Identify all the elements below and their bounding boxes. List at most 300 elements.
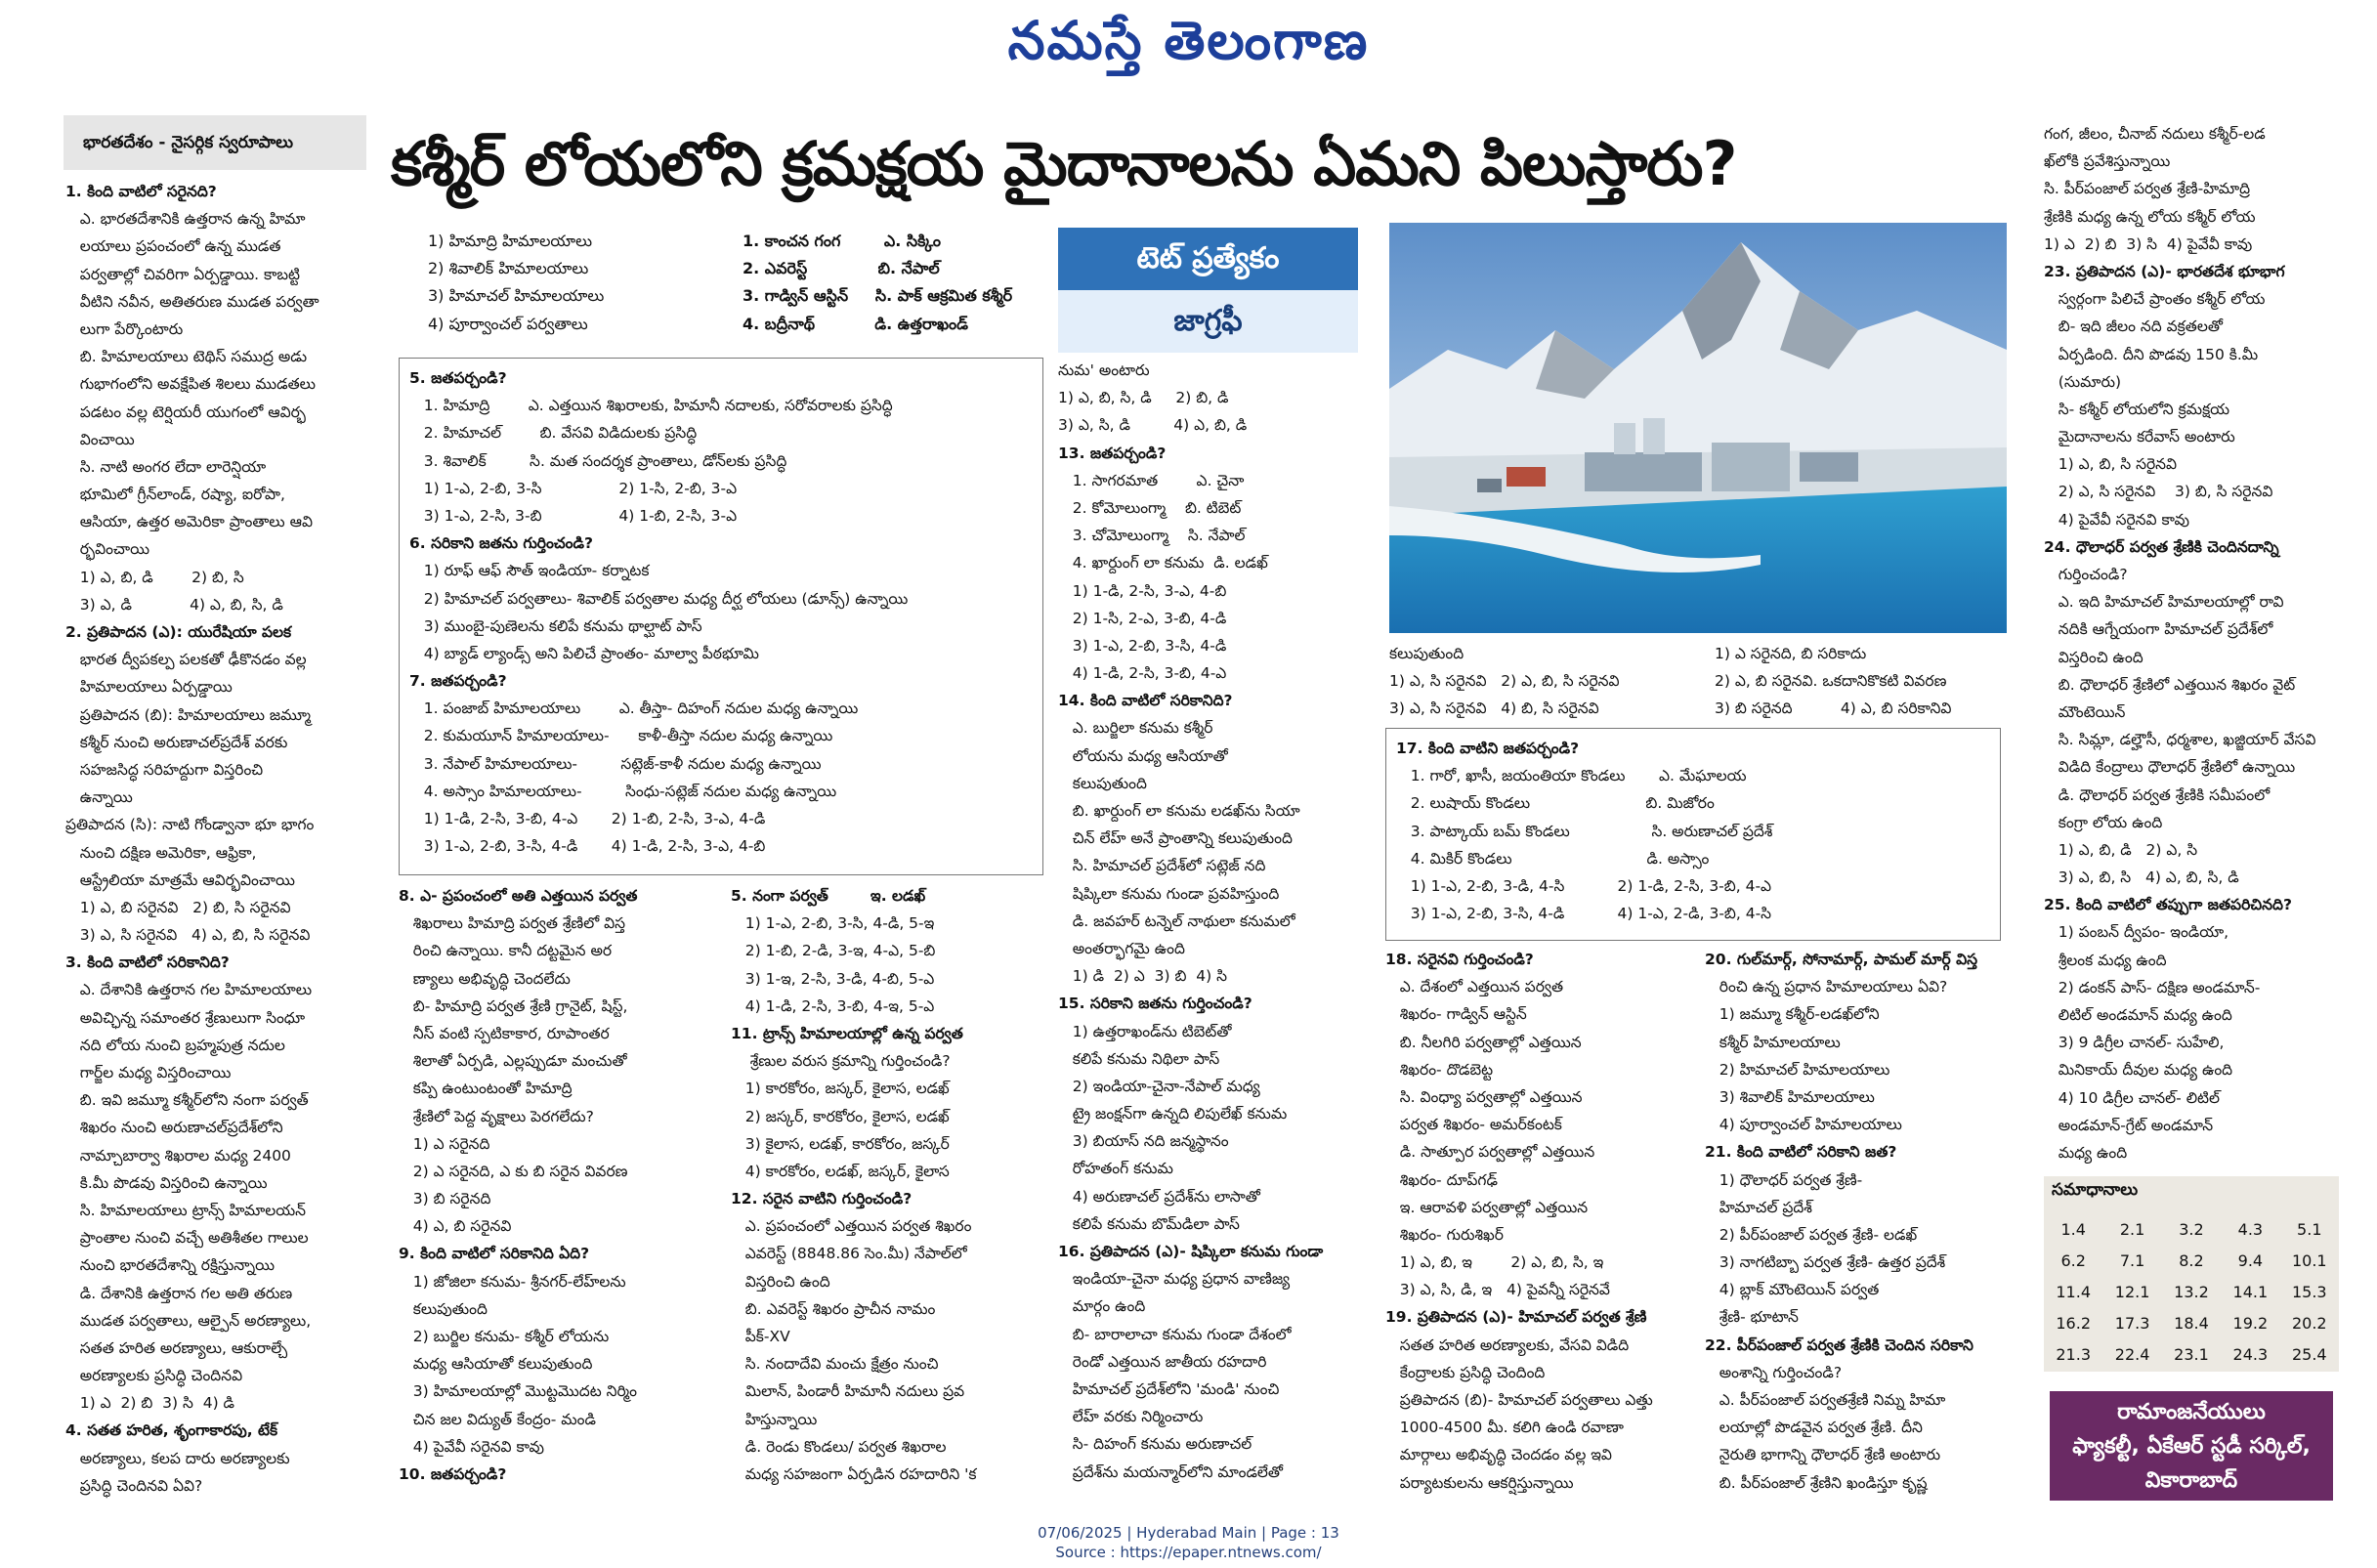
col5b-line: కేంద్రాలకు ప్రసిద్ధి చెందింది [1385, 1363, 1546, 1381]
col2a-line: 4) పూర్వాంచల్ పర్వతాలు [428, 314, 588, 333]
col1-line: ఎ. దేశానికి ఉత్తరాన గల హిమాలయాలు [65, 981, 313, 999]
col5b-line: ఇ. ఆరావళి పర్వతాల్లో ఎత్తయిన [1385, 1198, 1589, 1216]
column-4 [1058, 357, 1371, 1500]
col7-line: అండమాన్-గ్రేట్ అండమాన్ [2044, 1116, 2214, 1134]
col4-line: ఇండియా-చైనా మధ్య ప్రధాన వాణిజ్య [1058, 1270, 1291, 1289]
col3a-line: 1. కాంచన గంగ ఎ. సిక్కిం [743, 232, 941, 250]
answer-cell: 14.1 [2232, 1282, 2269, 1301]
col4-line: 3) 1-ఎ, 2-బి, 3-సి, 4-డి [1058, 636, 1227, 655]
col4-line: చిన్ లేహ్ అనే ప్రాంతాన్ని కలుపుతుంది [1058, 829, 1293, 848]
col2b-line: రించి ఉన్నాయి. కానీ దట్టమైన అర [399, 942, 613, 960]
col1-line: నుంచి దక్షిణ అమెరికా, ఆఫ్రికా, [65, 843, 257, 862]
answer-row [2044, 1276, 2339, 1307]
col4-line: కలుపుతుంది [1058, 774, 1147, 792]
author-name: రామాంజనేయులు [2117, 1400, 2266, 1424]
col1-line: బి. ఇవి జమ్మూ కశ్మీర్‌లోని నంగా పర్వత్ [65, 1091, 309, 1110]
column-2-options [428, 228, 721, 345]
col2b-line: బి- హిమాద్రి పర్వత శ్రేణి గ్రానైట్, షిస్ట్, [399, 996, 628, 1015]
box17-line: 17. కింది వాటిని జతపర్చండి? [1396, 740, 1580, 757]
col7-line: మినికాయ్ దీవుల మధ్య ఉంది [2044, 1061, 2233, 1080]
col7-line: స్వర్గంగా పిలిచే ప్రాంతం కశ్మీర్ లోయ [2044, 290, 2266, 309]
col7-line: సి. పీర్‌పంజాల్ పర్వత శ్రేణి-హిమాద్రి [2044, 180, 2251, 198]
answer-key-table [2044, 1213, 2339, 1370]
col6b-line: 4) బ్లాక్ మౌంటెయిన్ పర్వత [1705, 1281, 1880, 1299]
col1-line: సహజసిద్ధ సరిహద్దుగా విస్తరించి [65, 760, 264, 779]
answer-cell: 4.3 [2237, 1219, 2264, 1239]
col1-line: ఉన్నాయి [65, 788, 133, 807]
col7-line: 1) పంబన్ ద్వీపం- ఇండియా, [2044, 923, 2229, 942]
col3b-line: 2) 1-బి, 2-డి, 3-ఇ, 4-ఎ, 5-బి [731, 942, 936, 960]
col4-line: హిమాచల్ ప్రదేశ్‌లోని 'మండి' నుంచి [1058, 1379, 1280, 1398]
column-1 [65, 178, 378, 1518]
col4-line: 3) ఎ, సి, డి 4) ఎ, బి, డి [1058, 416, 1248, 435]
col4-line: 1) ఉత్తరాఖండ్‌ను టిబెట్‌తో [1058, 1022, 1232, 1040]
column-6-options [1715, 640, 2008, 728]
col3b-line: 1) కారకోరం, జస్కర్, కైలాస, లడఖ్ [731, 1080, 950, 1098]
col7-line: 24. ధౌలాధర్ పర్వత శ్రేణికి చెందినదాన్ని [2044, 537, 2279, 556]
answer-cell: 6.2 [2060, 1250, 2086, 1270]
col6b-line: 4) పూర్వాంచల్ హిమాలయాలు [1705, 1116, 1902, 1134]
subject-label: జాగ్రఫీ [1058, 290, 1358, 353]
col2b-line: నీస్ వంటి స్పటికాకార, రూపాంతర [399, 1024, 610, 1042]
col2b-line: 1) జోజిలా కనుమ- శ్రీనగర్-లేహ్‌లను [399, 1272, 626, 1291]
col4-line: 3) బియాస్ నది జన్మస్థానం [1058, 1132, 1229, 1151]
col1-line: 1) ఎ, బి, డి 2) బి, సి [65, 568, 244, 586]
col7-line: 3) 9 డిగ్రీల చానల్- సుహేలి, [2044, 1034, 2225, 1052]
col5b-line: సతత హరిత అరణ్యాలకు, వేసవి విడిది [1385, 1335, 1630, 1354]
col4-line: 15. సరికాని జతను గుర్తించండి? [1058, 995, 1252, 1013]
col5b-line: ప్రతిపాదన (బి)- హిమాచల్ పర్వతాలు ఎత్తు [1385, 1391, 1653, 1409]
col1-line: నది లోయ నుంచి బ్రహ్మపుత్ర నదుల [65, 1036, 285, 1054]
col6b-line: నైరుతి భాగాన్ని ధౌలాధర్ శ్రేణి అంటారు [1705, 1446, 1941, 1464]
box56-line: 1) 1-ఎ, 2-బి, 3-సి 2) 1-సి, 2-బి, 3-ఎ [409, 479, 738, 497]
col6b-line: హిమాచల్ ప్రదేశ్ [1705, 1198, 1812, 1216]
col2b-line: 1) ఎ సరైనది [399, 1134, 490, 1153]
col4-line: 2) ఇండియా-చైనా-నేపాల్ మధ్య [1058, 1077, 1260, 1095]
col4-line: బి. ఖార్దుంగ్ లా కనుమ లడఖ్‌ను సియా [1058, 802, 1300, 820]
col7-line: విడిది కేంద్రాలు ధౌలాధర్ శ్రేణిలో ఉన్నాయి [2044, 758, 2296, 777]
col1-line: లయాలు ప్రపంచంలో ఉన్న ముడత [65, 237, 281, 256]
col4-line: 1) 1-డి, 2-సి, 3-ఎ, 4-బి [1058, 581, 1227, 600]
col7-line: 2) ఎ, సి సరైనవి 3) బి, సి సరైనవి [2044, 483, 2273, 501]
col1-line: ఆసియా, ఉత్తర అమెరికా ప్రాంతాలు ఆవి [65, 513, 313, 531]
answer-row [2044, 1307, 2339, 1338]
col2b-line: శ్రేణిలో పెద్ద వృక్షాలు పెరగలేదు? [399, 1107, 594, 1125]
col4-line: మార్గం ఉంది [1058, 1297, 1146, 1316]
col7-line: 2) డంకన్ పాస్- దక్షిణ అండమాన్- [2044, 978, 2261, 996]
col7-line: ఖ్‌లోకి ప్రవేశిస్తున్నాయి [2044, 152, 2171, 171]
answer-cell: 16.2 [2056, 1313, 2091, 1333]
col5b-line: శిఖరం- దూప్‌గఢ్ [1385, 1170, 1498, 1189]
col6b-line: 21. కింది వాటిలో సరికాని జత? [1705, 1143, 1897, 1162]
box56-line: 4. అస్సాం హిమాలయాలు- సింధు-సట్లెజ్ నదుల మధ్య ఉన్నాయి [409, 782, 837, 800]
col7-line: గంగ, జీలం, చీనాబ్ నదులు కశ్మీర్-లడ [2044, 125, 2266, 143]
col4-line: డి. జవహర్ టన్నెల్ నాథులా కనుమలో [1058, 911, 1295, 930]
col6b-line: 1) ధౌలాధర్ పర్వత శ్రేణి- [1705, 1170, 1863, 1189]
col2b-line: 4) ఎ, బి సరైనవి [399, 1217, 512, 1236]
col4-line: లేహ్ వరకు నిర్మించారు [1058, 1408, 1204, 1426]
answer-cell: 15.3 [2291, 1282, 2327, 1301]
arctic-research-station-photo [1389, 223, 2007, 633]
answer-cell: 12.1 [2114, 1282, 2150, 1301]
col1-line: ఆస్ట్రేలియా మాత్రమే ఆవిర్భవించాయి [65, 870, 295, 889]
col7-line: బి- ఇది జీలం నది వక్రతలతో [2044, 318, 2223, 336]
col1-line: అరణ్యాలకు ప్రసిద్ధి చెందినవి [65, 1367, 243, 1385]
col2b-line: 2) బుర్జిల కనుమ- కశ్మీర్ లోయను [399, 1328, 610, 1345]
col5b-line: పర్వత శిఖరం- అమర్‌కంటక్ [1385, 1116, 1562, 1134]
col7-line: ఏర్పడింది. దీని పొడవు 150 కి.మీ [2044, 345, 2259, 363]
answer-cell: 23.1 [2174, 1344, 2209, 1364]
col7-line: సి. సిమ్లా, డల్హౌసీ, ధర్మశాల, ఖజ్జియార్ వేసవి [2044, 731, 2316, 749]
answer-cell: 11.4 [2056, 1282, 2091, 1301]
col2b-line: 10. జతపర్చండి? [399, 1464, 507, 1483]
col5b-line: సి. వింధ్యా పర్వతాల్లో ఎత్తయిన [1385, 1087, 1583, 1106]
col6b-line: అంశాన్ని గుర్తించండి? [1705, 1363, 1843, 1381]
answer-row [2044, 1245, 2339, 1276]
box56-line: 1) 1-డి, 2-సి, 3-బి, 4-ఎ 2) 1-బి, 2-సి, 3-ఎ, 4-డి [409, 810, 766, 827]
col1-line: పర్వతాల్లో చివరిగా ఏర్పడ్డాయి. కాబట్టి [65, 265, 301, 283]
col5a-line: 3) ఎ, సి సరైనవి 4) బి, సి సరైనవి [1389, 699, 1599, 718]
answer-cell: 24.3 [2232, 1344, 2269, 1364]
col5b-line: శిఖరం- గాడ్విన్ ఆస్టిన్ [1385, 1005, 1527, 1024]
col6b-line: 22. పీర్‌పంజాల్ పర్వత శ్రేణికి చెందిన సరికాని [1705, 1335, 1974, 1354]
col3b-line: పీక్-XV [731, 1328, 790, 1345]
col3b-line: సి. నందాదేవి మంచు క్షేత్రం నుంచి [731, 1355, 939, 1374]
col4-line: 1) ఎ, బి, సి, డి 2) బి, డి [1058, 389, 1229, 407]
col7-line: శ్రేణికి మధ్య ఉన్న లోయ కశ్మీర్ లోయ [2044, 207, 2256, 226]
col1-line: వీటిని నవీన, అతితరుణ ముడత పర్వతా [65, 292, 319, 311]
author-affiliation: ఫ్యాకల్టీ, ఏకేఆర్ స్టడీ సర్కిల్, [2072, 1434, 2311, 1459]
question-box-17 [1385, 728, 2001, 941]
answer-row [2044, 1338, 2339, 1370]
box56-line: 1. హిమాద్రి ఎ. ఎత్తయిన శిఖరాలకు, హిమానీ నదాలకు, సరోవరాలకు ప్రసిద్ధి [409, 397, 893, 415]
col6b-line: 20. గుల్‌మార్గ్, సోనామార్గ్, పామల్ మార్గ్ విస్త [1705, 951, 1978, 968]
col1-line: సి. నాటి అంగర లేదా లారెన్షియా [65, 457, 267, 476]
col4-line: 14. కింది వాటిలో సరికానిది? [1058, 692, 1233, 710]
column-6-questions [1705, 946, 2013, 1503]
col5b-line: మార్గాలు అభివృద్ధి చెందడం వల్ల ఇవి [1385, 1446, 1612, 1464]
col4-line: 1. సాగరమాత ఎ. చైనా [1058, 471, 1245, 489]
col3a-line: 4. బద్రీనాథ్ డి. ఉత్తరాఖండ్ [743, 314, 968, 333]
answer-cell: 5.1 [2297, 1219, 2322, 1239]
col1-line: ప్రతిపాదన (బి): హిమాలయాలు జమ్మూ [65, 705, 311, 724]
col1-line: 2. ప్రతిపాదన (ఎ): యురేషియా పలక [65, 623, 292, 641]
col6b-line: 3) నాగటిబ్బా పర్వత శ్రేణి- ఉత్తర ప్రదేశ్ [1705, 1253, 1946, 1272]
col4-line: 2. కోమోలుంగ్మా బి. టిబెట్ [1058, 498, 1242, 517]
col3b-line: హిస్తున్నాయి [731, 1410, 818, 1428]
col4-line: 16. ప్రతిపాదన (ఎ)- షిప్కిలా కనుమ గుండా [1058, 1243, 1324, 1260]
answer-cell: 13.2 [2174, 1282, 2209, 1301]
col7-line: 23. ప్రతిపాదన (ఎ)- భారతదేశ భూభాగ [2044, 262, 2285, 280]
col6b-line: 2) హిమాచల్ హిమాలయాలు [1705, 1060, 1890, 1079]
box17-line: 2. లుషాయ్ కొండలు బి. మిజోరం [1396, 794, 1715, 813]
col3b-line: 4) 1-డి, 2-సి, 3-బి, 4-ఇ, 5-ఎ [731, 996, 935, 1015]
col7-line: మౌంటెయిన్ [2044, 702, 2126, 721]
answer-cell: 25.4 [2291, 1344, 2327, 1364]
col7-line: సి- కశ్మీర్ లోయలోని క్రమక్షయ [2044, 400, 2230, 418]
col1-line: 1) ఎ, బి సరైనవి 2) బి, సి సరైనవి [65, 898, 291, 916]
col6b-line: 2) పీర్‌పంజాల్ పర్వత శ్రేణి- లడఖ్ [1705, 1225, 1918, 1244]
col1-line: నుంచి భారతదేశాన్ని రక్షిస్తున్నాయి [65, 1256, 276, 1275]
col1-line: 3) ఎ, సి సరైనవి 4) ఎ, బి, సి సరైనవి [65, 926, 311, 945]
col7-line: (సుమారు) [2044, 372, 2122, 391]
col1-line: భారత ద్వీపకల్ప పలకతో ఢీకొనడం వల్ల [65, 651, 307, 669]
col2b-line: 3) బి సరైనది [399, 1190, 491, 1208]
answer-key-box [2044, 1176, 2339, 1372]
col1-line: భూమిలో గ్రీన్‌లాండ్, రష్యా, ఐరోపా, [65, 486, 285, 504]
col2b-line: 9. కింది వాటిలో సరికానిది ఏది? [399, 1245, 590, 1263]
footer-source: Source : https://epaper.ntnews.com/ [1055, 1544, 1322, 1561]
col4-line: ట్రై జంక్షన్‌గా ఉన్నది లిపులేఖ్ కనుమ [1058, 1105, 1288, 1123]
answer-cell: 7.1 [2119, 1250, 2145, 1270]
col1-line: ర్భవించాయి [65, 540, 150, 559]
col2b-line: చిన జల విద్యుత్ కేంద్రం- మండి [399, 1410, 596, 1428]
col1-line: శిఖరం నుంచి అరుణాచల్‌ప్రదేశ్‌లోని [65, 1119, 283, 1137]
col2b-line: మధ్య ఆసియాతో కలుపుతుంది [399, 1355, 593, 1374]
column-3-match-list [743, 228, 1045, 345]
box56-line: 3. నేపాల్ హిమాలయాలు- సట్లెజ్-కాళీ నదుల మధ్య ఉన్నాయి [409, 754, 822, 773]
col6b-line: 1) జమ్మూ కశ్మీర్-లడఖ్‌లోని [1705, 1005, 1880, 1024]
col7-line: ఎ. ఇది హిమాచల్ హిమాలయాల్లో రావి [2044, 593, 2284, 612]
col3b-line: 4) కారకోరం, లడఖ్, జస్కర్, కైలాస [731, 1162, 950, 1180]
col4-line: 3. చోమోలుంగ్మా సి. నేపాల్ [1058, 527, 1246, 545]
col5b-line: 1) ఎ, బి, ఇ 2) ఎ, బి, సి, ఇ [1385, 1253, 1604, 1272]
column-3-questions [731, 882, 1063, 1498]
answer-cell: 20.2 [2291, 1313, 2327, 1333]
col2a-line: 1) హిమాద్రి హిమాలయాలు [428, 232, 593, 250]
col2b-line: కలుపుతుంది [399, 1299, 488, 1318]
col5b-line: 18. సరైనవి గుర్తించండి? [1385, 951, 1534, 968]
col7-line: మైదానాలను కరేవాస్ అంటారు [2044, 428, 2235, 446]
footer-date-page: 07/06/2025 | Hyderabad Main | Page : 13 [1038, 1524, 1339, 1542]
series-label: భారతదేశం - నైసర్గిక స్వరూపాలు [64, 115, 366, 170]
col1-line: లుగా పేర్కొంటారు [65, 319, 184, 338]
box17-line: 1) 1-ఎ, 2-బి, 3-డి, 4-సి 2) 1-డి, 2-సి, 3-బి, 4-ఎ [1396, 876, 1772, 895]
col7-line: నదికి ఆగ్నేయంగా హిమాచల్ ప్రదేశ్‌లో [2044, 620, 2273, 639]
box56-line: 3) ముంబై-పుణెలను కలిపే కనుమ థాల్ఘాట్ పాస్ [409, 616, 702, 635]
answer-cell: 17.3 [2114, 1313, 2150, 1333]
col7-line: 1) ఎ 2) బి 3) సి 4) పైవేవీ కావు [2044, 234, 2253, 253]
answer-cell: 10.1 [2291, 1250, 2327, 1270]
col3b-line: ఎవరెస్ట్ (8848.86 సెం.మీ) నేపాల్‌లో [731, 1245, 967, 1263]
col1-line: ప్రాంతాల నుంచి వచ్చే అతిశీతల గాలుల [65, 1229, 309, 1248]
col2a-line: 2) శివాలిక్ హిమాలయాలు [428, 259, 589, 278]
col1-line: అవిచ్ఛిన్న సమాంతర శ్రేణులుగా సింధూ [65, 1008, 306, 1027]
col1-line: హిమాలయాలు ఏర్పడ్డాయి [65, 678, 233, 697]
col7-line: బి. ధౌలాధర్ శ్రేణిలో ఎత్తయిన శిఖరం వైట్ [2044, 675, 2296, 694]
col5b-line: డి. సాత్పూర పర్వతాల్లో ఎత్తయిన [1385, 1143, 1595, 1162]
col6b-line: ఎ. పీర్‌పంజాల్ పర్వతశ్రేణి నిమ్న హిమా [1705, 1391, 1946, 1409]
answer-cell: 8.2 [2179, 1250, 2204, 1270]
col2b-line: 2) ఎ సరైనది, ఎ కు బి సరైన వివరణ [399, 1162, 628, 1180]
answer-cell: 19.2 [2232, 1313, 2269, 1333]
col3b-line: 2) జస్కర్, కారకోరం, కైలాస, లడఖ్ [731, 1107, 950, 1125]
col6b-line: 3) శివాలిక్ హిమాలయాలు [1705, 1087, 1875, 1106]
col4-line: సి. హిమాచల్ ప్రదేశ్‌లో సట్లెజ్ నది [1058, 857, 1266, 875]
answer-cell: 9.4 [2237, 1250, 2264, 1270]
col3b-line: ఎ. ప్రపంచంలో ఎత్తయిన పర్వత శిఖరం [731, 1217, 972, 1236]
col4-line: రెండో ఎత్తయిన జాతీయ రహదారి [1058, 1352, 1267, 1371]
box17-line: 3) 1-ఎ, 2-బి, 3-సి, 4-డి 4) 1-ఎ, 2-డి, 3-బి, 4-సి [1396, 905, 1772, 923]
column-5-options [1389, 640, 1692, 728]
answer-cell: 1.4 [2060, 1219, 2086, 1239]
author-box [2050, 1391, 2333, 1501]
col4-line: రోహతంగ్ కనుమ [1058, 1160, 1173, 1178]
col5b-line: 3) ఎ, సి, డి, ఇ 4) పైవన్నీ సరైనవే [1385, 1281, 1610, 1299]
col5b-line: 19. ప్రతిపాదన (ఎ)- హిమాచల్ పర్వత శ్రేణి [1385, 1308, 1647, 1327]
question-box-5-7 [399, 358, 1043, 875]
col3b-line: 1) 1-ఎ, 2-బి, 3-సి, 4-డి, 5-ఇ [731, 914, 935, 933]
answer-cell: 21.3 [2056, 1344, 2091, 1364]
col4-line: కలిపే కనుమ నిథిలా పాస్ [1058, 1049, 1220, 1068]
answer-row [2044, 1213, 2339, 1245]
col1-line: బి. హిమాలయాలు టెథిస్ సముద్ర అడు [65, 348, 308, 366]
col7-line: 3) ఎ, బి, సి 4) ఎ, బి, సి, డి [2044, 869, 2239, 887]
col3b-line: మిలాన్, పిండారీ హిమానీ నదులు ప్రవ [731, 1382, 965, 1401]
col3b-line: డి. రెండు కొండలు/ పర్వత శిఖరాల [731, 1437, 947, 1456]
box56-line: 1) రూఫ్ ఆఫ్ సౌత్ ఇండియా- కర్నాటక [409, 562, 650, 580]
col3a-line: 2. ఎవరెస్ట్ బి. నేపాల్ [743, 259, 940, 278]
col1-line: 3. కింది వాటిలో సరికానిది? [65, 954, 230, 972]
box56-line: 2. కుమయూన్ హిమాలయాలు- కాళీ-తీస్తా నదుల మధ్య ఉన్నాయి [409, 727, 833, 745]
col4-line: షిప్కిలా కనుమ గుండా ప్రవహిస్తుంది [1058, 884, 1280, 903]
col7-line: మధ్య ఉంది [2044, 1143, 2128, 1162]
box56-line: 1. పంజాబ్ హిమాలయాలు ఎ. తీస్తా- దిహంగ్ నదుల మధ్య ఉన్నాయి [409, 699, 859, 718]
col6a-line: 2) ఎ, బి సరైనవి. ఒకదానికొకటి వివరణ [1715, 672, 1947, 691]
answer-cell: 18.4 [2174, 1313, 2209, 1333]
col7-line: గుర్తించండి? [2044, 566, 2128, 583]
col7-line: శ్రీలంక మధ్య ఉంది [2044, 951, 2167, 969]
col6b-line: శ్రేణి- భూటాన్ [1705, 1308, 1799, 1327]
col5b-line: ఎ. దేశంలో ఎత్తయిన పర్వత [1385, 978, 1564, 996]
col6b-line: బి. పీర్‌పంజాల్ శ్రేణిని ఖండిస్తూ కృష్ణ [1705, 1473, 1928, 1492]
col2b-line: కప్పి ఉంటుంటంతో హిమాద్రి [399, 1080, 573, 1098]
col1-line: గార్జ్‌ల మధ్య విస్తరించాయి [65, 1064, 232, 1081]
col5b-line: బి. నీలగిరి పర్వతాల్లో ఎత్తయిన [1385, 1033, 1582, 1051]
col1-line: పడటం వల్ల టెర్షియరీ యుగంలో ఆవిర్భ [65, 403, 306, 421]
box56-line: 4) బ్యాడ్ ల్యాండ్స్ అని పిలిచే ప్రాంతం- మాల్వా పీఠభూమి [409, 644, 759, 662]
column-7 [2044, 120, 2347, 1170]
col7-line: 4) 10 డిగ్రీల చానల్- లిటిల్ [2044, 1088, 2221, 1107]
col2b-line: 8. ఎ- ప్రపంచంలో అతి ఎత్తయిన పర్వత [399, 887, 638, 905]
col7-line: 1) ఎ, బి, డి 2) ఎ, సి [2044, 840, 2198, 859]
col7-line: డి. ధౌలాధర్ పర్వత శ్రేణికి సమీపంలో [2044, 785, 2271, 804]
col5a-line: కలుపుతుంది [1389, 645, 1464, 662]
col6b-line: కశ్మీర్ హిమాలయాలు [1705, 1033, 1841, 1051]
box56-line: 3) 1-ఎ, 2-బి, 3-సి, 4-డి 4) 1-డి, 2-సి, 3-ఎ, 4-బి [409, 837, 766, 856]
box56-line: 7. జతపర్చండి? [409, 672, 507, 691]
col1-line: వించాయి [65, 430, 135, 448]
col5b-line: శిఖరం- దొడబెట్ట [1385, 1060, 1494, 1079]
box56-line: 2) హిమాచల్ పర్వతాలు- శివాలిక్ పర్వతాల మధ్య దీర్ఘ లోయలు (డూన్స్) ఉన్నాయి [409, 589, 909, 608]
col3b-line: విస్తరించి ఉంది [731, 1272, 830, 1291]
col7-line: కంగ్రా లోయ ఉంది [2044, 813, 2163, 831]
col4-line: నుమ' అంటారు [1058, 361, 1150, 379]
col3b-line: 3) 1-ఇ, 2-సి, 3-డి, 4-బి, 5-ఎ [731, 969, 935, 988]
col5b-line: 1000-4500 మీ. కలిగి ఉండి రవాణా [1385, 1419, 1624, 1437]
answer-key-title: సమాధానాలు [2052, 1180, 2139, 1200]
box56-line: 2. హిమాచల్ బి. వేసవి విడిదులకు ప్రసిద్ధి [409, 424, 698, 443]
col4-line: 4. ఖార్దుంగ్ లా కనుమ డి. లడఖ్ [1058, 554, 1268, 572]
newspaper-masthead: నమస్తే తెలంగాణ [1007, 9, 1370, 71]
col4-line: 1) డి 2) ఎ 3) బి 4) సి [1058, 967, 1228, 986]
col2b-line: 4) పైవేవీ సరైనవి కావు [399, 1437, 544, 1456]
col1-line: ప్రసిద్ధి చెందినవి ఏవి? [65, 1476, 203, 1495]
col3b-line: 3) కైలాస, లడఖ్, కారకోరం, జస్కర్ [731, 1134, 950, 1153]
box17-line: 3. పాట్కాయ్ బమ్ కొండలు సి. అరుణాచల్ ప్రదేశ్ [1396, 822, 1773, 840]
tet-special-box [1058, 228, 1358, 353]
col4-line: అంతర్భాగమై ఉంది [1058, 939, 1185, 957]
col1-line: అరణ్యాలు, కలప దారు అరణ్యాలకు [65, 1449, 290, 1467]
col5b-line: శిఖరం- గురుశిఖర్ [1385, 1225, 1504, 1244]
col1-line: సతత హరిత అరణ్యాలు, ఆకురాల్చే [65, 1338, 288, 1357]
col7-line: విస్తరించి ఉంది [2044, 648, 2144, 666]
col4-line: 4) 1-డి, 2-సి, 3-బి, 4-ఎ [1058, 664, 1227, 683]
box56-line: 6. సరికాని జతను గుర్తించండి? [409, 534, 593, 553]
box56-line: 5. జతపర్చండి? [409, 369, 507, 387]
col1-line: సి. హిమాలయాలు ట్రాన్స్ హిమాలయన్ [65, 1201, 307, 1219]
col4-line: లోయను మధ్య ఆసియాతో [1058, 746, 1228, 765]
col7-line: 4) పైవేవీ సరైనవి కావు [2044, 510, 2189, 529]
tet-special-label: టెట్ ప్రత్యేకం [1058, 228, 1358, 290]
col2b-line: ణ్యాలు అభివృద్ధి చెందలేదు [399, 969, 571, 988]
col2b-line: శిఖరాలు హిమాద్రి పర్వత శ్రేణిలో విస్త [399, 914, 625, 933]
col5b-line: పర్యాటకులను ఆకర్షిస్తున్నాయి [1385, 1473, 1574, 1492]
col4-line: ఎ. బుర్జిలా కనుమ కశ్మీర్ [1058, 719, 1213, 738]
col7-line: లిటిల్ అండమాన్ మధ్య ఉంది [2044, 1006, 2232, 1024]
answer-cell: 2.1 [2119, 1219, 2145, 1239]
box17-line: 4. మికిర్ కొండలు డి. అస్సాం [1396, 849, 1710, 868]
col3b-line: శ్రేణుల వరుస క్రమాన్ని గుర్తించండి? [731, 1052, 951, 1071]
col3b-line: 12. సరైన వాటిని గుర్తించండి? [731, 1190, 913, 1208]
answer-cell: 3.2 [2179, 1219, 2204, 1239]
col1-line: ముడత పర్వతాలు, ఆల్పైన్ అరణ్యాలు, [65, 1311, 312, 1330]
col1-line: గుభాగంలోని అవక్షేపిత శిలలు ముడతలు [65, 375, 317, 394]
col3b-line: మధ్య సహజంగా ఏర్పడిన రహదారిని 'క [731, 1464, 977, 1483]
col6b-line: రించి ఉన్న ప్రధాన హిమాలయాలు ఏవి? [1705, 978, 1948, 996]
col4-line: బి- బారాలాచా కనుమ గుండా దేశంలో [1058, 1325, 1292, 1343]
col2b-line: శిలాతో ఏర్పడి, ఎల్లప్పుడూ మంచుతో [399, 1052, 627, 1071]
box17-line: 1. గారో, ఖాసీ, జయంతియా కొండలు ఎ. మేఘాలయ [1396, 767, 1747, 785]
box56-line: 3. శివాలిక్ సి. మత సందర్శక ప్రాంతాలు, డోన్‌లకు ప్రసిద్ధి [409, 451, 787, 470]
col4-line: 4) అరుణాచల్ ప్రదేశ్‌ను లాసాతో [1058, 1187, 1260, 1206]
col2b-line: 3) హిమాలయాల్లో మొట్టమొదట నిర్మిం [399, 1382, 637, 1401]
col6b-line: లయాల్లో పొడవైన పర్వత శ్రేణి. దీని [1705, 1419, 1923, 1437]
col4-line: కలిపే కనుమ బొమ్‌డిలా పాస్ [1058, 1214, 1240, 1233]
col4-line: సి- దిహంగ్ కనుమ అరుణాచల్ [1058, 1435, 1252, 1454]
col3b-line: బి. ఎవరెస్ట్ శిఖరం ప్రాచీన నామం [731, 1299, 936, 1318]
col1-line: నామ్చాబార్వా శిఖరాల మధ్య 2400 [65, 1146, 291, 1165]
col5a-line: 1) ఎ, సి సరైనవి 2) ఎ, బి, సి సరైనవి [1389, 672, 1620, 691]
col4-line: 13. జతపర్చండి? [1058, 444, 1167, 462]
box56-line: 3) 1-ఎ, 2-సి, 3-బి 4) 1-బి, 2-సి, 3-ఎ [409, 506, 738, 525]
col1-line: కి.మీ పొడవు విస్తరించి ఉన్నాయి [65, 1173, 268, 1192]
col1-line: డి. దేశానికి ఉత్తరాన గల అతి తరుణ [65, 1284, 293, 1302]
col7-line: 25. కింది వాటిలో తప్పుగా జతపరిచినది? [2044, 896, 2292, 914]
col3b-line: 11. ట్రాన్స్ హిమాలయాల్లో ఉన్న పర్వత [731, 1024, 963, 1042]
col1-line: 1) ఎ 2) బి 3) సి 4) డి [65, 1394, 235, 1413]
col1-line: ప్రతిపాదన (సి): నాటి గోండ్వానా భూ భాగం [65, 816, 315, 834]
col7-line: 1) ఎ, బి, సి సరైనవి [2044, 455, 2178, 474]
col4-line: 2) 1-సి, 2-ఎ, 3-బి, 4-డి [1058, 609, 1227, 627]
headline: కశ్మీర్ లోయలోని క్రమక్షయ మైదానాలను ఏమని పిలుస్తారు? [391, 128, 1737, 199]
col1-line: కశ్మీర్ నుంచి అరుణాచల్‌ప్రదేశ్ వరకు [65, 733, 288, 751]
col6a-line: 3) బి సరైనది 4) ఎ, బి సరికానివి [1715, 699, 1952, 718]
answer-cell: 22.4 [2114, 1344, 2150, 1364]
col2a-line: 3) హిమాచల్ హిమాలయాలు [428, 286, 605, 306]
col1-line: 4. సతత హరిత, శృంగాకారపు, టేక్ [65, 1421, 278, 1440]
column-5-questions [1385, 946, 1703, 1503]
